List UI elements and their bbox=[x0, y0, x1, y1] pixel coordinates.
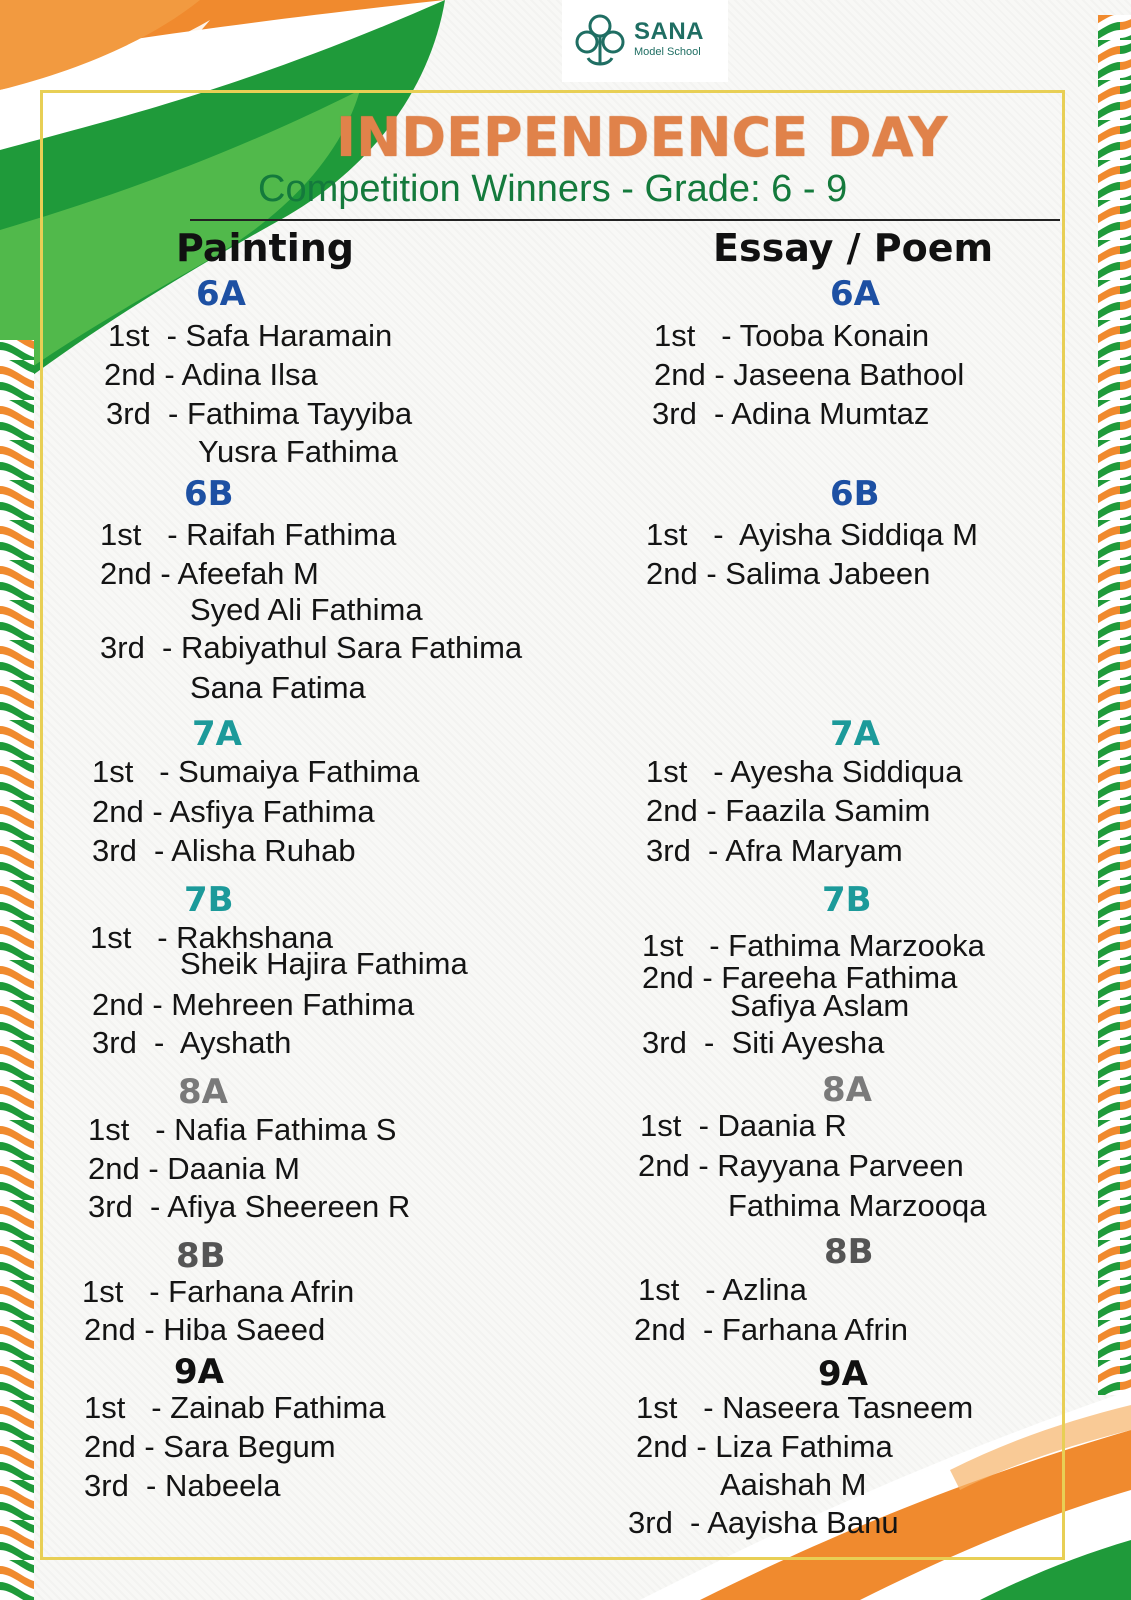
list-item: Syed Ali Fathima bbox=[190, 592, 423, 627]
list-item: 3rd - Afra Maryam bbox=[646, 833, 903, 868]
list-item: Fathima Marzooqa bbox=[728, 1188, 987, 1223]
essay-class-8b: 8B bbox=[824, 1232, 874, 1272]
page-title: INDEPENDENCE DAY bbox=[336, 106, 948, 169]
list-item: Sana Fatima bbox=[190, 670, 366, 705]
title-divider bbox=[190, 219, 1060, 221]
list-item: 2nd - Fareeha Fathima bbox=[642, 960, 958, 995]
list-item: 1st - Zainab Fathima bbox=[84, 1390, 386, 1425]
list-item: 2nd - Salima Jabeen bbox=[646, 556, 931, 591]
list-item: 2nd - Rayyana Parveen bbox=[638, 1148, 964, 1183]
essay-class-6a: 6A bbox=[830, 274, 880, 314]
list-item: 1st - Ayisha Siddiqa M bbox=[646, 517, 978, 552]
list-item: 1st - Naseera Tasneem bbox=[636, 1390, 974, 1425]
essay-class-8a: 8A bbox=[822, 1070, 872, 1110]
list-item: 3rd - Rabiyathul Sara Fathima bbox=[100, 630, 523, 665]
list-item: 1st - Azlina bbox=[638, 1272, 807, 1307]
list-item: Sheik Hajira Fathima bbox=[180, 946, 468, 981]
painting-class-7a: 7A bbox=[192, 714, 242, 754]
logo-title: SANA bbox=[634, 18, 705, 45]
clover-anchor-icon bbox=[574, 12, 626, 72]
list-item: 3rd - Afiya Sheereen R bbox=[88, 1189, 411, 1224]
list-item: 2nd - Adina Ilsa bbox=[104, 357, 318, 392]
list-item: 2nd - Asfiya Fathima bbox=[92, 794, 375, 829]
list-item: 3rd - Aayisha Banu bbox=[628, 1505, 899, 1540]
list-item: 1st - Raifah Fathima bbox=[100, 517, 397, 552]
painting-class-6a: 6A bbox=[196, 274, 246, 314]
list-item: 2nd - Afeefah M bbox=[100, 556, 319, 591]
list-item: Yusra Fathima bbox=[198, 434, 398, 469]
list-item: 2nd - Daania M bbox=[88, 1151, 300, 1186]
essay-class-6b: 6B bbox=[830, 474, 880, 514]
list-item: 1st - Daania R bbox=[640, 1108, 847, 1143]
list-item: 1st - Tooba Konain bbox=[654, 318, 930, 353]
list-item: 1st - Farhana Afrin bbox=[82, 1274, 355, 1309]
school-logo bbox=[562, 0, 728, 82]
list-item: 2nd - Liza Fathima bbox=[636, 1429, 893, 1464]
list-item: 3rd - Siti Ayesha bbox=[642, 1025, 885, 1060]
essay-class-7a: 7A bbox=[830, 714, 880, 754]
list-item: 2nd - Jaseena Bathool bbox=[654, 357, 965, 392]
essay-heading: Essay / Poem bbox=[713, 226, 994, 270]
list-item: 2nd - Mehreen Fathima bbox=[92, 987, 415, 1022]
list-item: 1st - Sumaiya Fathima bbox=[92, 754, 420, 789]
list-item: 1st - Fathima Marzooka bbox=[642, 928, 985, 963]
list-item: 2nd - Farhana Afrin bbox=[634, 1312, 908, 1347]
list-item: 1st - Safa Haramain bbox=[108, 318, 393, 353]
painting-class-6b: 6B bbox=[184, 474, 234, 514]
painting-heading: Painting bbox=[176, 226, 354, 270]
list-item: 1st - Nafia Fathima S bbox=[88, 1112, 397, 1147]
painting-class-7b: 7B bbox=[184, 880, 234, 920]
painting-class-8a: 8A bbox=[178, 1072, 228, 1112]
page-subtitle: Competition Winners - Grade: 6 - 9 bbox=[258, 168, 848, 210]
list-item: 3rd - Nabeela bbox=[84, 1468, 281, 1503]
essay-class-9a: 9A bbox=[818, 1354, 868, 1394]
list-item: 2nd - Hiba Saeed bbox=[84, 1312, 326, 1347]
list-item: 2nd - Faazila Samim bbox=[646, 793, 931, 828]
list-item: 1st - Ayesha Siddiqua bbox=[646, 754, 963, 789]
list-item: 3rd - Alisha Ruhab bbox=[92, 833, 356, 868]
essay-class-7b: 7B bbox=[822, 880, 872, 920]
painting-class-8b: 8B bbox=[176, 1236, 226, 1276]
list-item: 3rd - Ayshath bbox=[92, 1025, 292, 1060]
list-item: 2nd - Sara Begum bbox=[84, 1429, 336, 1464]
list-item: 3rd - Fathima Tayyiba bbox=[106, 396, 413, 431]
painting-class-9a: 9A bbox=[174, 1352, 224, 1392]
list-item: 1st - Rakhshana bbox=[90, 920, 333, 955]
list-item: Aaishah M bbox=[720, 1467, 867, 1502]
logo-subtitle: Model School bbox=[634, 46, 701, 58]
list-item: 3rd - Adina Mumtaz bbox=[652, 396, 930, 431]
list-item: Safiya Aslam bbox=[730, 988, 910, 1023]
